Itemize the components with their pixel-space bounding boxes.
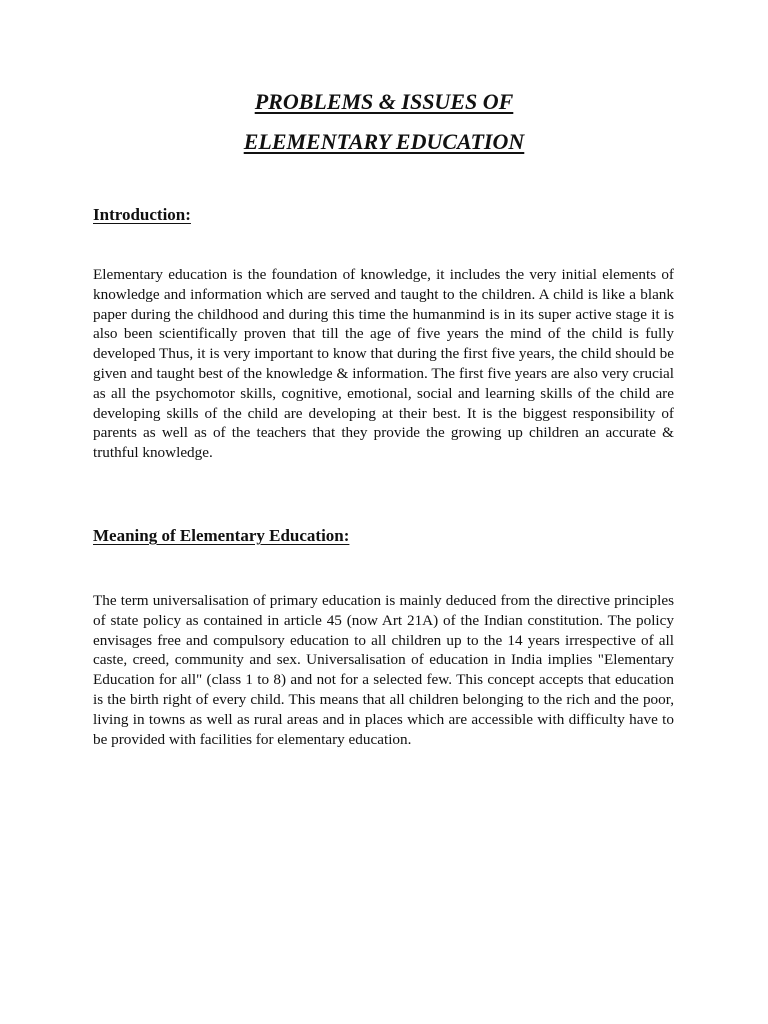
section-body-meaning: The term universalisation of primary education is mainly deduced from the directive principles of state policy as contained in article 45 (now Art 21A) of the Indian constitution. The policy envisages free and compulsory education to all children up to the 14 years irrespective of all caste, creed, community and sex. Universalisation of education in India implies "Elementary Education for all" (class 1 to 8) and not for a selected few. This concept accepts that education is the birth right of every child. This means that all children belonging to the rich and the poor, living in towns as well as rural areas and in places which are accessible with difficulty have to be provided with facilities for elementary education. [93, 592, 674, 748]
document-title-line-2: ELEMENTARY EDUCATION [243, 129, 525, 154]
section-heading-meaning: Meaning of Elementary Education: [93, 526, 350, 545]
document-title-line-1: PROBLEMS & ISSUES OF [254, 89, 514, 114]
section-heading-introduction: Introduction: [93, 205, 191, 224]
section-body-introduction: Elementary education is the foundation of knowledge, it includes the very initial elements of knowledge and information which are served and taught to the children. A child is like a blank paper during the childhood and during this time the humanmind is in its super active stage it is also been scientifically proven that till the age of five years the mind of the child is fully developed Thus, it is very important to know that during the first five years, the child should be given and taught best of the knowledge & information. The first five years are also very crucial as all the psychomotor skills, cognitive, emotional, social and learning skills of the child are developing skills of the child are developing at their best. It is the biggest responsibility of parents as well as of the teachers that they provide the growing up children an accurate & truthful knowledge. [93, 266, 674, 462]
